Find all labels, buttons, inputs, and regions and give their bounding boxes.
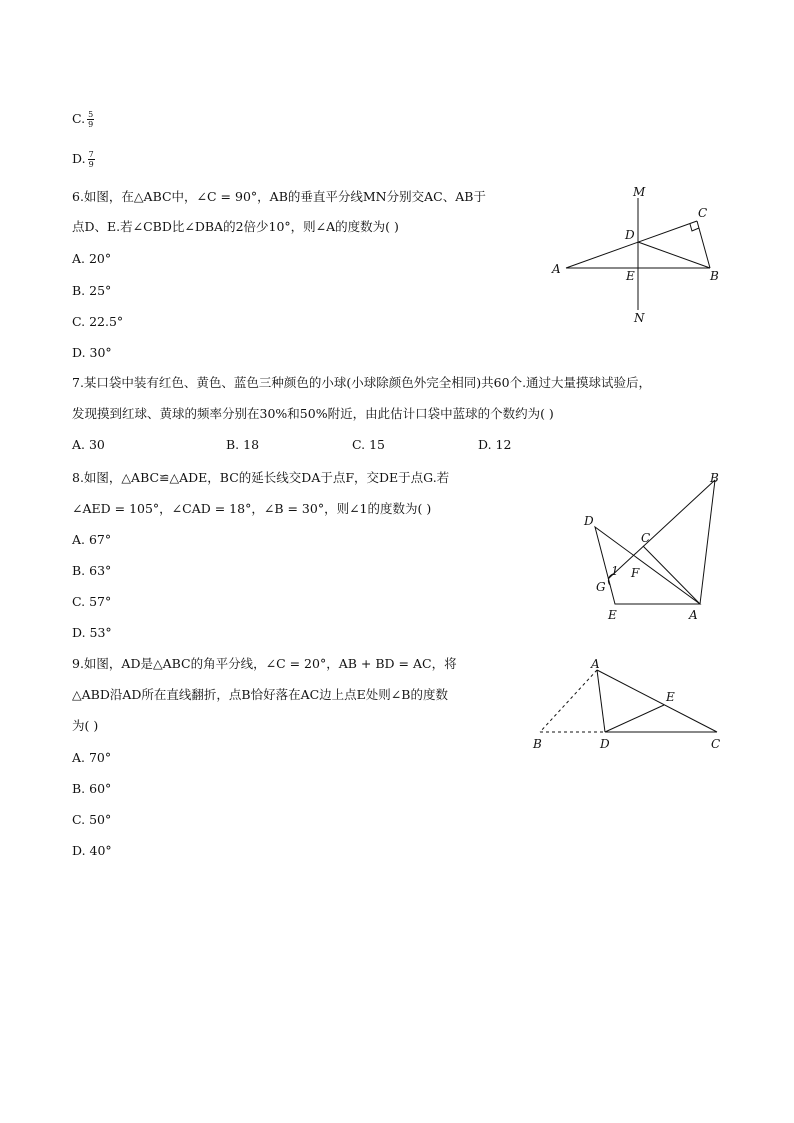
q9-line-ac: [597, 670, 717, 732]
q6-label-m: M: [633, 185, 646, 199]
q9-label-c: C: [711, 737, 721, 751]
q5-option-d-fraction: $\frac{7}{9}$: [88, 150, 94, 169]
q6-label-a: A: [552, 262, 561, 276]
q8-label-c: C: [641, 531, 651, 545]
q7-stem-line1: 7.某口袋中装有红色、黄色、蓝色三种颜色的小球(小球除颜色外完全相同)共60个.通过大量摸球试验后，: [72, 375, 652, 390]
q7-option-a: A. 30: [72, 437, 105, 452]
q6-label-e: E: [626, 269, 635, 283]
q9-option-d: D. 40°: [72, 843, 112, 858]
q6-option-a: A. 20°: [72, 251, 112, 266]
q6-label-d: D: [625, 228, 635, 242]
q8-line-ab: [700, 480, 715, 604]
q9-label-b: B: [533, 737, 542, 751]
q8-label-g: G: [596, 580, 606, 594]
q9-label-d: D: [600, 737, 610, 751]
q9-label-e: E: [666, 690, 675, 704]
q8-option-b: B. 63°: [72, 563, 112, 578]
q9-label-a: A: [591, 657, 600, 671]
q8-label-a: A: [689, 608, 698, 622]
q9-line-ad: [597, 670, 605, 732]
q8-label-b: B: [710, 471, 719, 485]
q6-line-db: [638, 242, 710, 268]
q9-option-c: C. 50°: [72, 812, 112, 827]
q9-line-de: [605, 705, 664, 732]
q8-stem-line2: ∠AED = 105°，∠CAD = 18°，∠B = 30°，则∠1的度数为( ): [72, 501, 432, 516]
q9-figure: [525, 650, 730, 755]
q8-option-c: C. 57°: [72, 594, 112, 609]
q8-label-f: F: [631, 566, 640, 580]
q7-option-b: B. 18: [226, 437, 260, 452]
q6-stem-line1: 6.如图，在△ABC中，∠C = 90°，AB的垂直平分线MN分别交AC、AB于: [72, 189, 486, 204]
q6-label-n: N: [634, 311, 645, 325]
q8-label-e: E: [608, 608, 617, 622]
q6-label-b: B: [710, 269, 719, 283]
q8-figure: [575, 465, 735, 630]
q5-option-c-fraction: $\frac{5}{9}$: [88, 110, 94, 129]
q5-option-c: [72, 110, 94, 129]
q6-stem-line2: 点D、E.若∠CBD比∠DBA的2倍少10°，则∠A的度数为( ): [72, 219, 399, 234]
q9-stem-line2: △ABD沿AD所在直线翻折，点B恰好落在AC边上点E处则∠B的度数: [72, 687, 448, 702]
q5-option-d: [72, 150, 95, 169]
q8-label-1: 1: [611, 564, 619, 578]
q8-option-d: D. 53°: [72, 625, 112, 640]
q7-option-c: C. 15: [352, 437, 385, 452]
q7-stem-line2: 发现摸到红球、黄球的频率分别在30%和50%附近，由此估计口袋中蓝球的个数约为( ): [72, 406, 554, 421]
q8-label-d: D: [584, 514, 594, 528]
q6-option-d: D. 30°: [72, 345, 112, 360]
q8-stem-line1: 8.如图，△ABC≌△ADE，BC的延长线交DA于点F，交DE于点G.若: [72, 470, 450, 485]
q6-option-b: B. 25°: [72, 283, 112, 298]
q9-stem-line3: 为( ): [72, 718, 99, 733]
q9-option-b: B. 60°: [72, 781, 112, 796]
q8-option-a: A. 67°: [72, 532, 112, 547]
q6-figure: [540, 180, 740, 330]
q6-option-c: C. 22.5°: [72, 314, 124, 329]
q9-line-ab-dashed: [540, 670, 597, 732]
q7-option-d: D. 12: [478, 437, 512, 452]
q5-option-c-label: C.: [72, 111, 86, 126]
q8-line-ac: [643, 546, 700, 604]
q9-option-a: A. 70°: [72, 750, 112, 765]
q6-label-c: C: [698, 206, 708, 220]
q9-stem-line1: 9.如图，AD是△ABC的角平分线，∠C = 20°，AB + BD = AC，将: [72, 656, 457, 671]
q5-option-d-label: D.: [72, 151, 86, 166]
